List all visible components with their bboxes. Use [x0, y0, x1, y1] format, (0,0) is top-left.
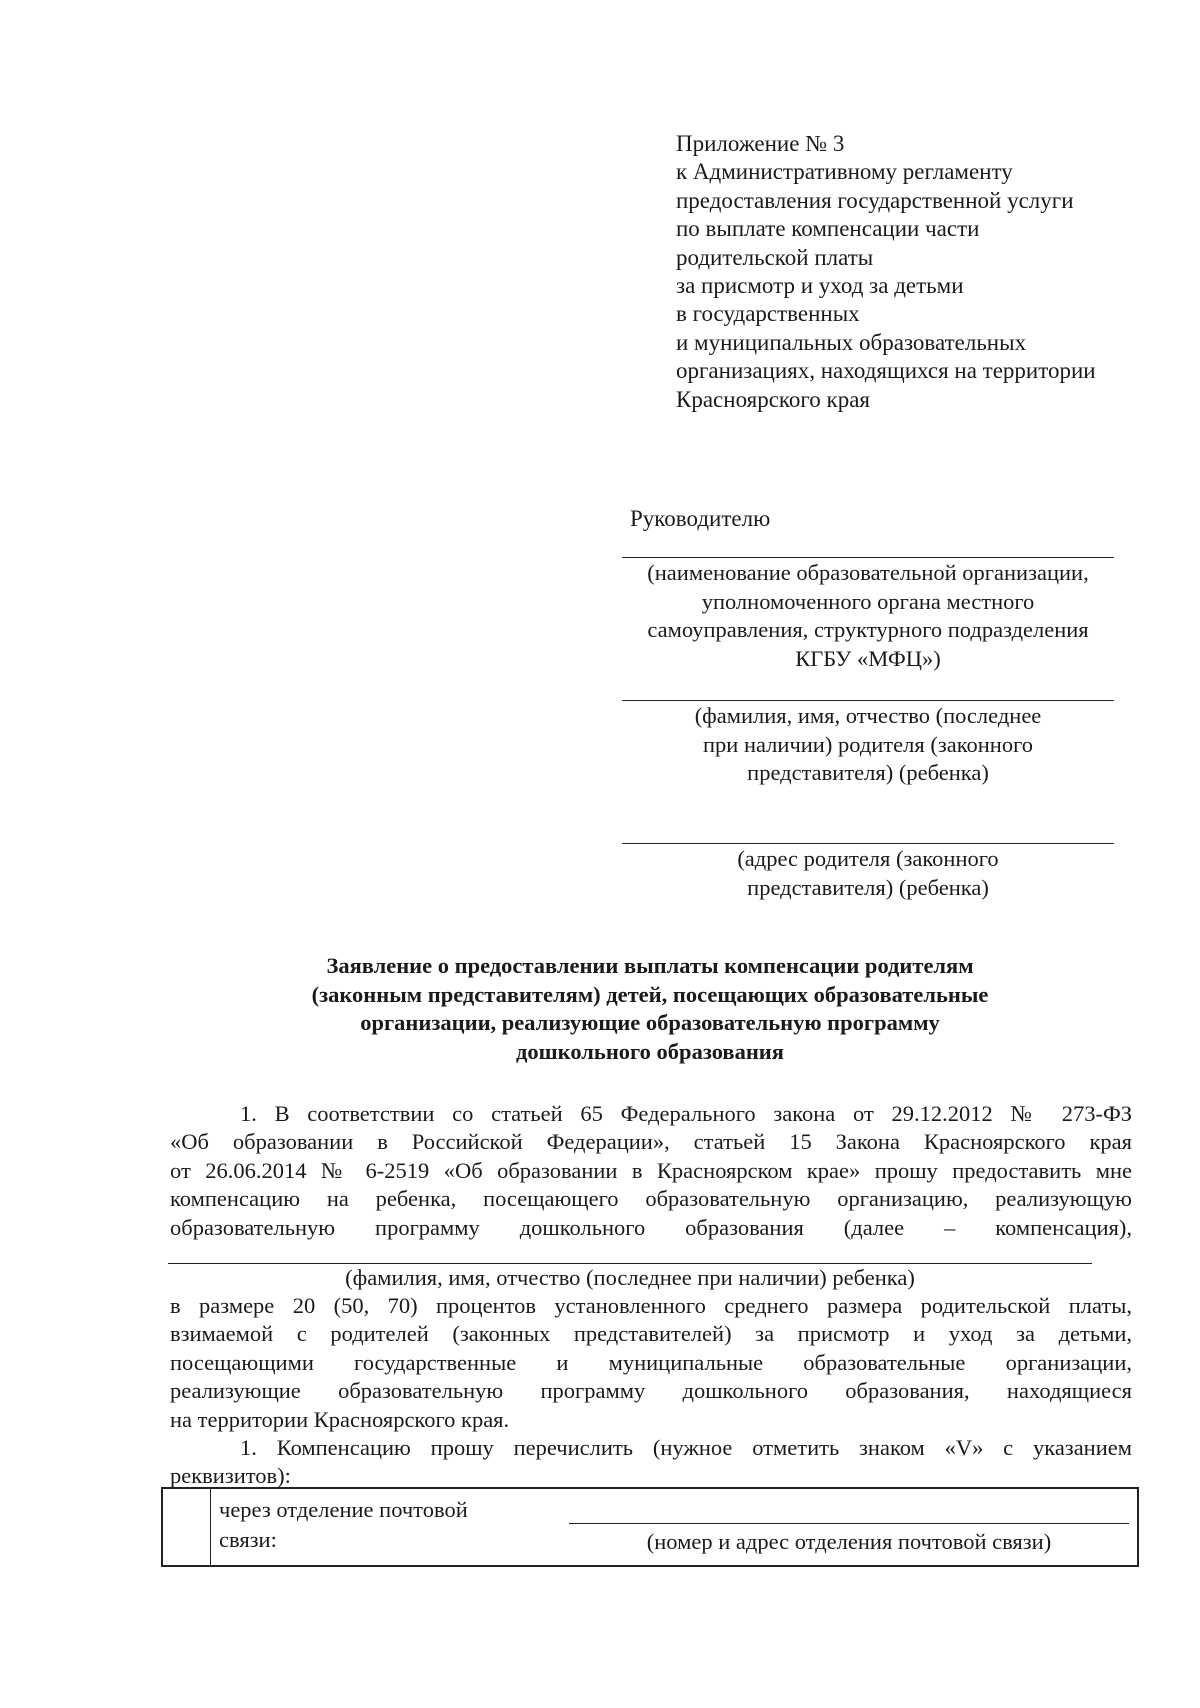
paragraph-line: посещающими государственные и муниципальные образовательные организации, — [170, 1349, 1132, 1375]
appendix-line: организациях, находящихся на территории — [676, 358, 1096, 384]
parent-name-field[interactable] — [622, 700, 1114, 701]
paragraph-line: на территории Красноярского края. — [170, 1406, 510, 1432]
post-office-label — [219, 1495, 468, 1555]
addressee-label: Руководителю — [630, 506, 771, 531]
appendix-header — [676, 130, 1146, 414]
title-line: организации, реализующие образовательную программу — [360, 1010, 940, 1035]
label-line: связи: — [219, 1527, 277, 1552]
parent-name-caption — [622, 702, 1114, 788]
caption-line: представителя) (ребенка) — [747, 874, 989, 900]
paragraph-payment-method — [170, 1434, 1132, 1491]
paragraph-line: 1. Компенсацию прошу перечислить (нужное отметить знаком «V» с указанием — [240, 1435, 1132, 1460]
payment-options-table — [161, 1487, 1139, 1567]
appendix-line: Красноярского края — [676, 386, 870, 412]
paragraph-line: образовательную программу дошкольного образования (далее – компенсация), — [170, 1214, 1132, 1240]
appendix-line: за присмотр и уход за детьми — [676, 273, 964, 299]
appendix-line: к Административному регламенту — [676, 159, 1013, 185]
organization-name-field[interactable] — [622, 557, 1114, 558]
title-line: дошкольного образования — [516, 1038, 784, 1064]
appendix-line: в государственных — [676, 301, 860, 327]
caption-line: КГБУ «МФЦ») — [795, 645, 941, 671]
paragraph-legal-basis — [170, 1100, 1132, 1242]
paragraph-line: «Об образовании в Российской Федерации», статьей 15 Закона Красноярского края — [170, 1129, 1132, 1155]
paragraph-line: реализующие образовательную программу дошкольного образования, находящиеся — [170, 1378, 1132, 1404]
caption-line: при наличии) родителя (законного — [703, 731, 1033, 757]
caption-line: (адрес родителя (законного — [737, 846, 999, 871]
appendix-line: родительской платы — [676, 244, 874, 270]
caption-line: (наименование образовательной организации, — [647, 560, 1089, 585]
caption-line: (фамилия, имя, отчество (последнее — [694, 703, 1042, 728]
caption-line: уполномоченного органа местного — [701, 588, 1035, 614]
appendix-line: по выплате компенсации части — [676, 216, 980, 242]
paragraph-compensation-size — [170, 1292, 1132, 1434]
paragraph-line: компенсацию на ребенка, посещающего образовательную организацию, реализующую — [170, 1186, 1132, 1212]
appendix-line: и муниципальных образовательных — [676, 329, 1027, 355]
parent-address-field[interactable] — [622, 843, 1114, 844]
paragraph-line: взимаемой с родителей (законных представителей) за присмотр и уход за детьми, — [170, 1321, 1132, 1347]
label-line: через отделение почтовой — [219, 1497, 468, 1522]
paragraph-line: 1. В соответствии со статьей 65 Федерального закона от 29.12.2012 № 273-ФЗ — [240, 1101, 1132, 1126]
caption-line: представителя) (ребенка) — [747, 760, 989, 786]
paragraph-line: реквизитов): — [170, 1463, 291, 1489]
title-line: (законным представителям) детей, посещающих образовательные — [311, 981, 989, 1007]
caption-line: самоуправления, структурного подразделения — [647, 617, 1089, 643]
appendix-line: Приложение № 3 — [676, 131, 845, 156]
post-office-checkbox[interactable] — [163, 1489, 211, 1565]
paragraph-line: в размере 20 (50, 70) процентов установленного среднего размера родительской платы, — [170, 1293, 1132, 1318]
post-office-field[interactable] — [569, 1523, 1129, 1524]
application-title — [160, 952, 1140, 1066]
title-line: Заявление о предоставлении выплаты компенсации родителям — [326, 953, 974, 978]
child-name-caption: (фамилия, имя, отчество (последнее при наличии) ребенка) — [345, 1265, 915, 1290]
post-office-caption: (номер и адрес отделения почтовой связи) — [646, 1529, 1052, 1554]
organization-name-caption — [622, 559, 1114, 673]
appendix-line: предоставления государственной услуги — [676, 187, 1074, 213]
paragraph-line: от 26.06.2014 № 6-2519 «Об образовании в Красноярском крае» прошу предоставить мне — [170, 1157, 1132, 1183]
parent-address-caption — [622, 845, 1114, 902]
